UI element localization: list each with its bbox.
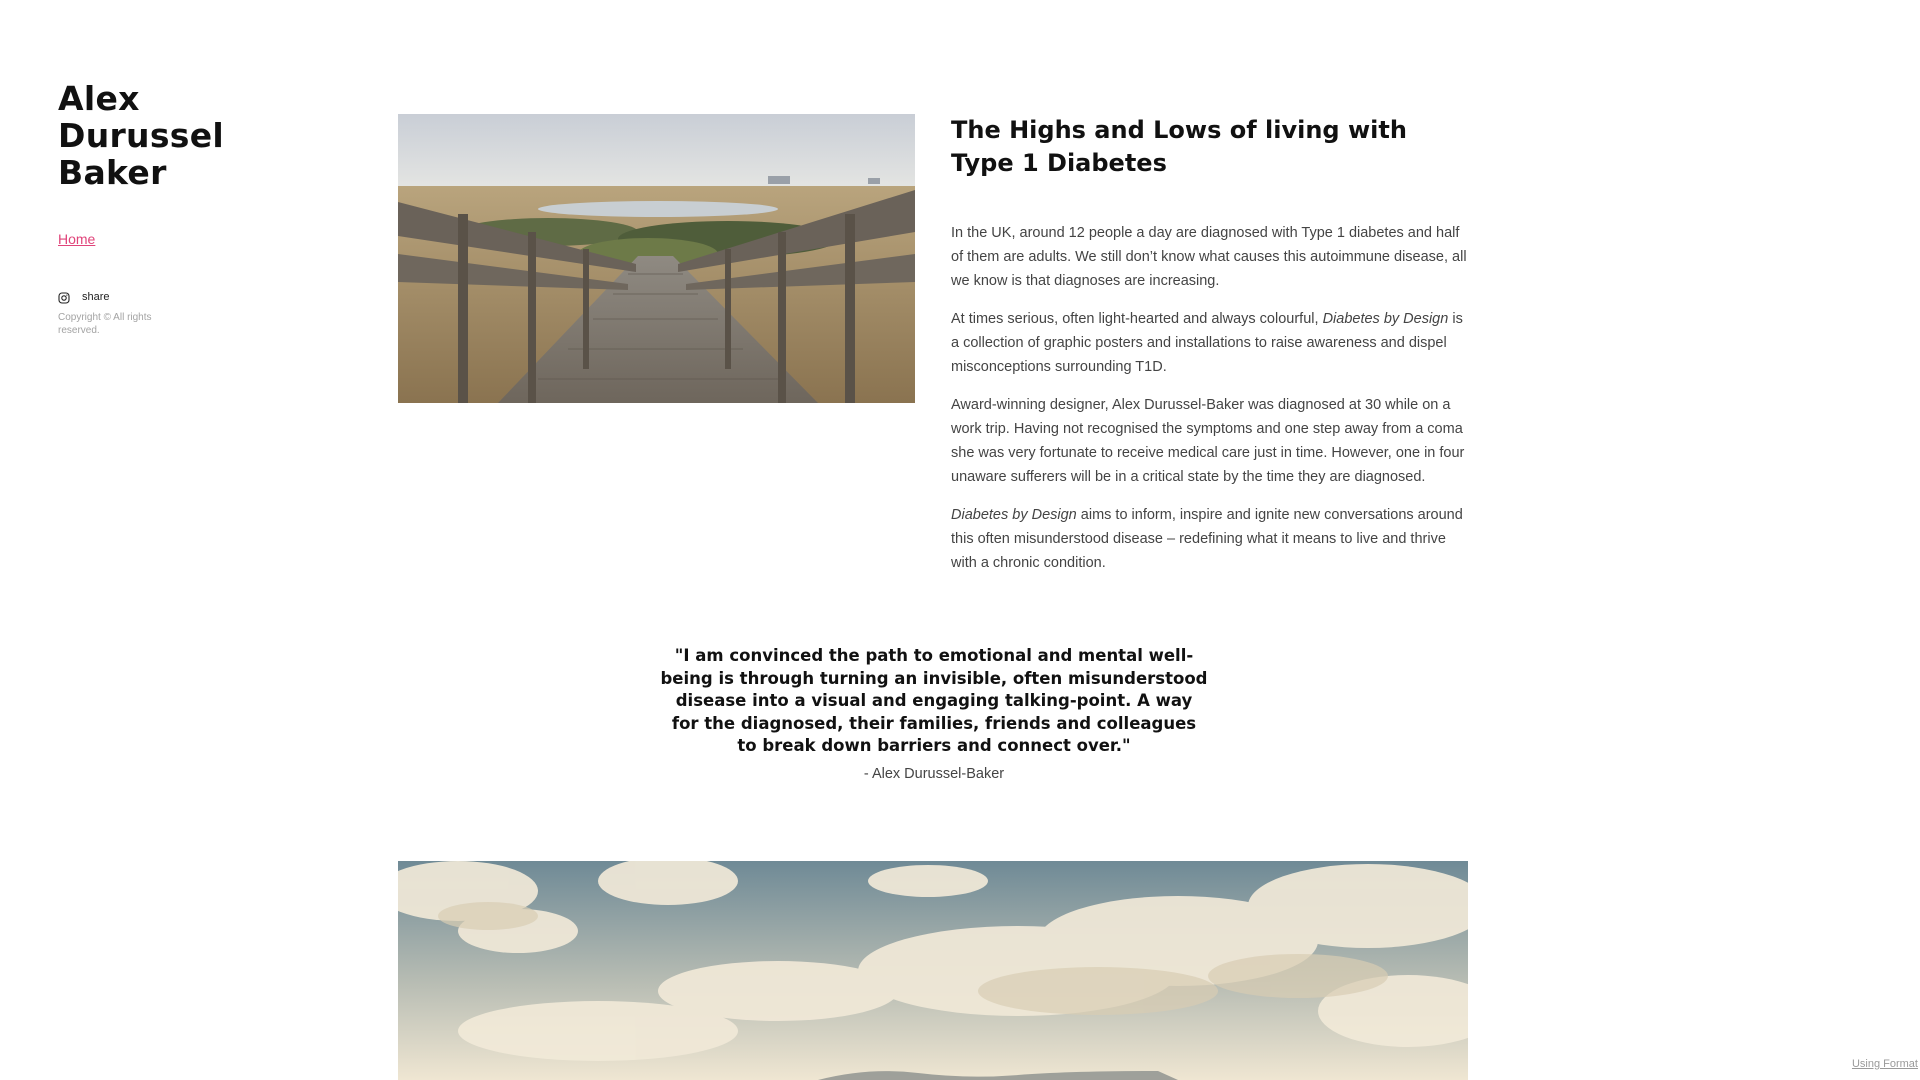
project-name-emphasis: Diabetes by Design <box>1322 311 1449 327</box>
article-title: The Highs and Lows of living with Type 1 Diabetes <box>951 116 1407 177</box>
using-format-link[interactable]: Using Format <box>1851 1058 1918 1070</box>
project-name-emphasis: Diabetes by Design <box>951 507 1077 523</box>
quote-text: "I am convinced the path to emotional and mental well-being is through turning an invisible, often misunderstood disease into a visual and engaging talking-point. A way for the diagnosed, their families, friends and colleagues to break down barriers and connect over." <box>660 646 1208 755</box>
site-title-line-2[interactable]: Durussel <box>58 116 225 155</box>
article-paragraph-2-text-b: is a collection of graphic posters and installations to raise awareness and dispel misconceptions surrounding T1D. <box>951 311 1463 375</box>
copyright-text: Copyright © All rights reserved. <box>58 312 152 336</box>
pull-quote <box>660 645 1208 782</box>
site-title-line-3[interactable]: Baker <box>58 153 167 192</box>
article-paragraph-2 <box>951 307 1469 379</box>
instagram-icon[interactable] <box>58 291 70 303</box>
article-paragraph-3: Award-winning designer, Alex Durussel-Baker was diagnosed at 30 while on a work trip. Having not recognised the symptoms and one step away from a coma she was very fortunate to receive medical care just in time. However, one in four unaware sufferers will be in a critical state by the time they are diagnosed. <box>951 397 1465 485</box>
article-paragraph-4 <box>951 503 1469 575</box>
quote-author: - Alex Durussel-Baker <box>863 765 1005 782</box>
sidebar <box>58 80 238 337</box>
social-share <box>58 291 238 303</box>
nav-home-link[interactable]: Home <box>58 231 96 247</box>
site-title-line-1[interactable]: Alex <box>58 79 140 118</box>
article <box>951 114 1469 589</box>
article-paragraph-2-text-a: At times serious, often light-hearted and always colourful, <box>951 311 1323 327</box>
clouds-image <box>398 861 1468 1080</box>
article-paragraph-1: In the UK, around 12 people a day are diagnosed with Type 1 diabetes and half of them are adults. We still don’t know what causes this autoimmune disease, all we know is that diagnoses are increasing. <box>951 225 1467 289</box>
share-link[interactable]: share <box>82 291 110 303</box>
article-paragraph-4-text: aims to inform, inspire and ignite new conversations around this often misunderstood disease – redefining what it means to live and thrive with a chronic condition. <box>951 507 1463 571</box>
boardwalk-image <box>398 114 915 403</box>
site-title[interactable] <box>58 80 238 191</box>
